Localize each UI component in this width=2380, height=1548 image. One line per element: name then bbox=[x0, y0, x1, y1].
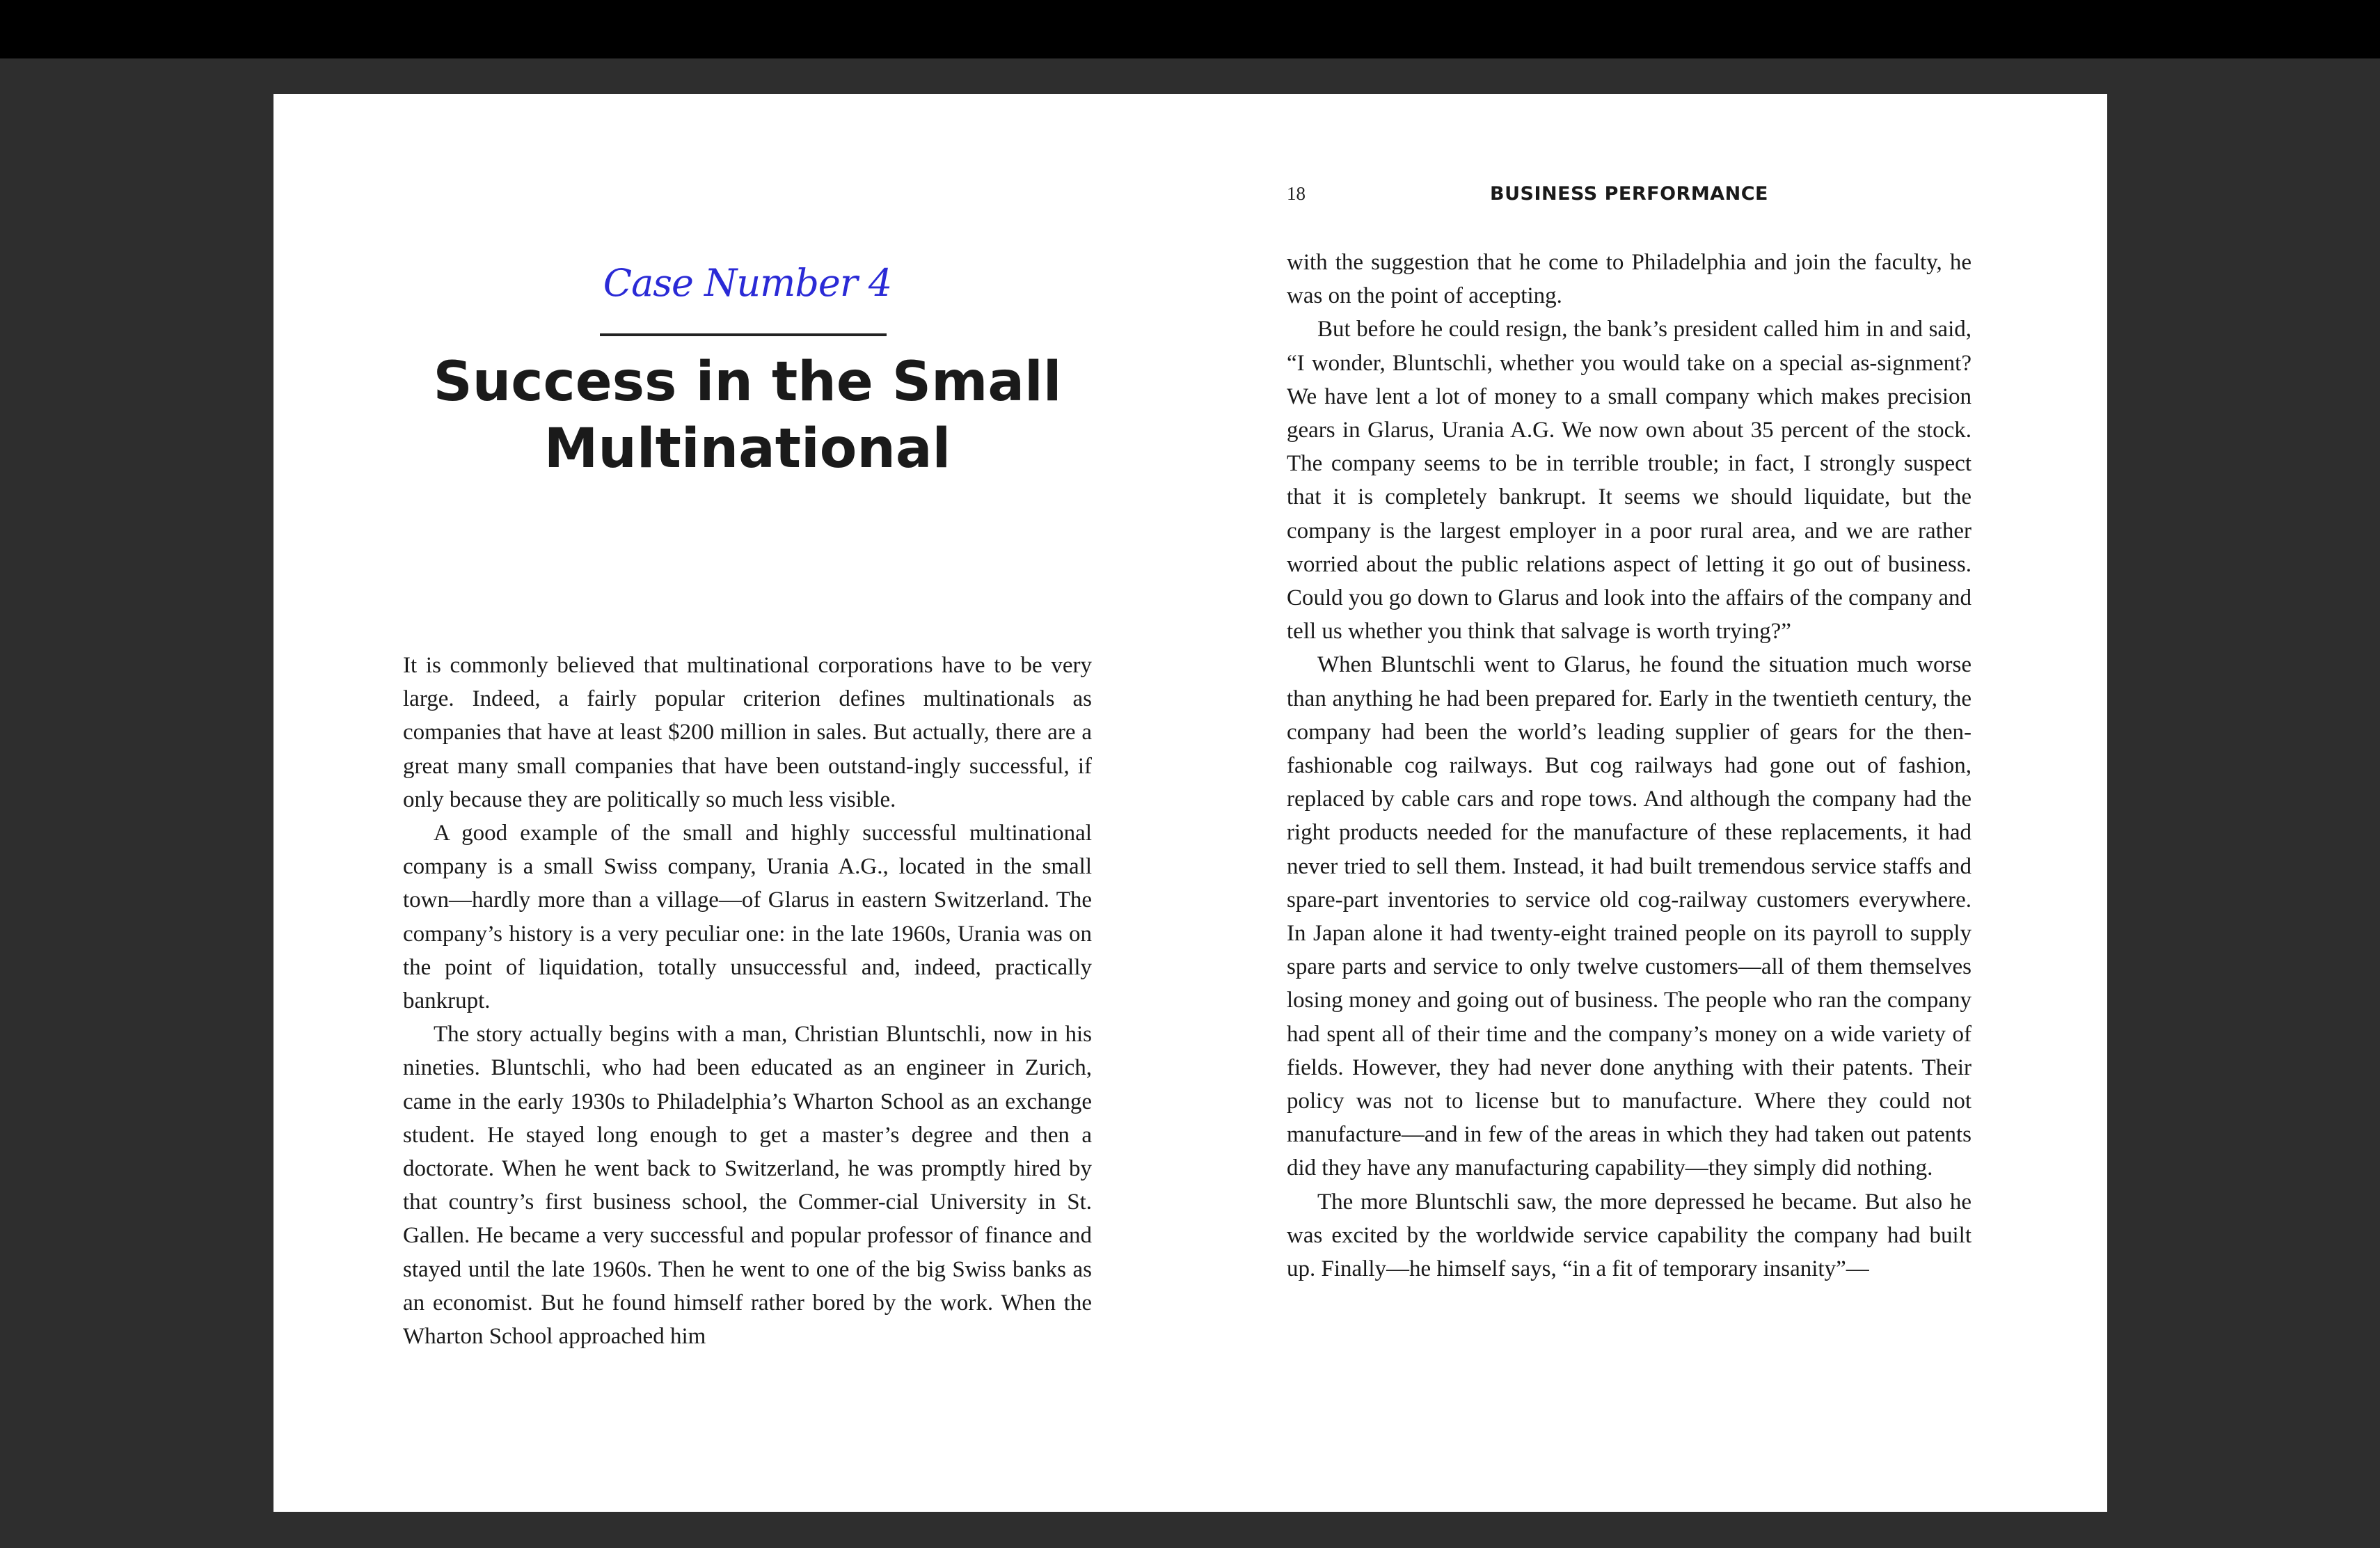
paragraph: A good example of the small and highly successful multinational company is a small Swiss company, Urania A.G., located in the small town—hardly more than a village—of Glarus in eastern Switzerland. The company’s history is a very peculiar one: in the late 1960s, Urania was on the point of liquidation, totally unsuccessful and, indeed, practically bankrupt. bbox=[403, 821, 1092, 1014]
top-bar bbox=[0, 0, 2380, 58]
running-head bbox=[1287, 183, 1972, 211]
left-body-text bbox=[403, 649, 1092, 1353]
paragraph: When Bluntschli went to Glarus, he found the situation much worse than anything he had been prepared for. Early in the twentieth century, the company had been the world’s leading supplier of gears for the then-fashionable cog railways. But cog railways had gone out of fashion, replaced by cable cars and rope tows. And although the company had the right products needed for the manufacture of these replacements, it had never tried to sell them. Instead, it had built tremendous service staffs and spare-part inventories to service old cog-railway customers everywhere. In Japan alone it had twenty-eight trained people on its payroll to supply spare parts and service to only twelve customers—all of them themselves losing money and going out of business. The people who ran the company had spent all of their time and the company’s money on a wide variety of fields. However, they had never done anything with their patents. Their policy was not to license but to manufacture. Where they could not manufacture—and in few of the areas in which they had taken out patents did they have any manufacturing capability—they simply did nothing. bbox=[1287, 652, 1972, 1181]
paragraph: The more Bluntschli saw, the more depressed he became. But also he was excited by the worldwide service capability the company had built up. Finally—he himself says, “in a fit of temporary insanity”— bbox=[1287, 1189, 1972, 1282]
case-label: Case Number 4 bbox=[603, 261, 892, 305]
paragraph: The story actually begins with a man, Christian Bluntschli, now in his nineties. Bluntschli, who had been educated as an engineer in Zurich, came in the early 1930s to Philadelphia’s Wharton School as an exchange student. He stayed long enough to get a master’s degree and then a doctorate. When he went back to Switzerland, he was promptly hired by that country’s first business school, the Commer-cial University in St. Gallen. He became a very successful and popular professor of finance and stayed until the late 1960s. Then he went to one of the big Swiss banks as an economist. But he found himself rather bored by the work. When the Wharton School approached him bbox=[403, 1022, 1092, 1350]
chapter-title bbox=[403, 349, 1092, 482]
paragraph: It is commonly believed that multinational corporations have to be very large. Indeed, a fairly popular criterion defines multinationals as companies that have at least $200 million in sales. But actually, there are a great many small companies that have been outstand-ingly successful, if only because they are politically so much less visible. bbox=[403, 653, 1092, 812]
paragraph: But before he could resign, the bank’s president called him in and said, “I wonder, Bluntschli, whether you would take on a special as-signment? We have lent a lot of money to a small company which makes precision gears in Glarus, Urania A.G. We now own about 35 percent of the stock. The company seems to be in terrible trouble; in fact, I strongly suspect that it is completely bankrupt. It seems we should liquidate, but the company is the largest employer in a poor rural area, and we are rather worried about the public relations aspect of letting it go out of business. Could you go down to Glarus and look into the affairs of the company and tell us whether you think that salvage is worth trying?” bbox=[1287, 317, 1972, 645]
right-body-text bbox=[1287, 246, 1972, 1286]
chapter-title-line: Success in the Small bbox=[433, 351, 1062, 413]
running-title: BUSINESS PERFORMANCE bbox=[1490, 183, 1768, 205]
chapter-title-line: Multinational bbox=[544, 418, 951, 480]
title-rule bbox=[600, 333, 887, 336]
page-number: 18 bbox=[1287, 183, 1306, 204]
paragraph: with the suggestion that he come to Philadelphia and join the faculty, he was on the point of accepting. bbox=[1287, 250, 1972, 309]
book-spread bbox=[273, 94, 2107, 1512]
